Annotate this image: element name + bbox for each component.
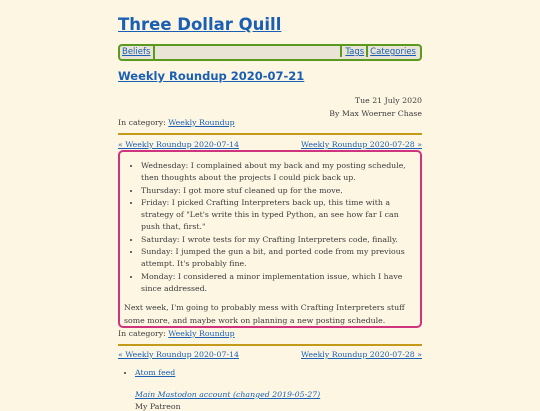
list-item: • Sunday: I jumped the gun a bit, and ported code from my previous attempt. It's probably fine. — [141, 246, 420, 271]
category-label: In category: — [118, 329, 166, 338]
list-item: • Saturday: I wrote tests for my Crafting Interpreters code, finally. — [141, 234, 420, 246]
roundup-list — [120, 160, 420, 295]
closing-paragraph: Next week, I'm going to probably mess with Crafting Interpreters stuff some more, and maybe work on planning a new posting schedule. — [124, 303, 405, 325]
nav-categories-link[interactable]: Categories — [370, 47, 416, 57]
prev-post-link[interactable]: « Weekly Roundup 2020-07-14 — [118, 350, 239, 359]
mastodon-link[interactable]: Main Mastodon account (changed 2019-05-27) — [135, 390, 321, 399]
post-title-link[interactable]: Weekly Roundup 2020-07-21 — [118, 69, 305, 83]
atom-feed-link[interactable]: Atom feed — [135, 368, 176, 377]
category-link[interactable]: Weekly Roundup — [168, 329, 235, 338]
list-item: • Wednesday: I complained about my back and my posting schedule, then thoughts about the projects I could pick back up. — [141, 160, 420, 185]
category-label: In category: — [118, 118, 166, 127]
post-date: Tue 21 July 2020 — [354, 96, 422, 105]
category-link[interactable]: Weekly Roundup — [168, 118, 235, 127]
site-title-link[interactable]: Three Dollar Quill — [118, 15, 282, 34]
post-category-top — [118, 118, 235, 127]
next-post-link[interactable]: Weekly Roundup 2020-07-28 » — [301, 350, 422, 359]
nav-left — [122, 46, 155, 59]
nav-bar — [118, 44, 422, 61]
post-category-bottom — [118, 329, 235, 338]
nav-tags-link[interactable]: Tags — [345, 47, 365, 57]
nav-right — [340, 46, 418, 59]
post-author: By Max Woerner Chase — [329, 109, 422, 118]
footer-links — [118, 368, 422, 386]
divider-rule — [118, 344, 422, 346]
list-item: • Monday: I considered a minor implementation issue, which I have since addressed. — [141, 271, 420, 296]
prev-post-link[interactable]: « Weekly Roundup 2020-07-14 — [118, 140, 239, 149]
cut-off-line: My Patreon — [135, 402, 181, 411]
post-content — [118, 150, 422, 328]
divider-rule — [118, 133, 422, 135]
list-item — [135, 368, 422, 377]
list-item: • Thursday: I got more stuf cleaned up for the move. — [141, 185, 420, 197]
nav-beliefs-link[interactable]: Beliefs — [122, 47, 151, 57]
list-item: • Friday: I picked Crafting Interpreters back up, this time with a strategy of "Let's write this in typed Python, an see how far I can push that, first." — [141, 197, 420, 234]
next-post-link[interactable]: Weekly Roundup 2020-07-28 » — [301, 140, 422, 149]
